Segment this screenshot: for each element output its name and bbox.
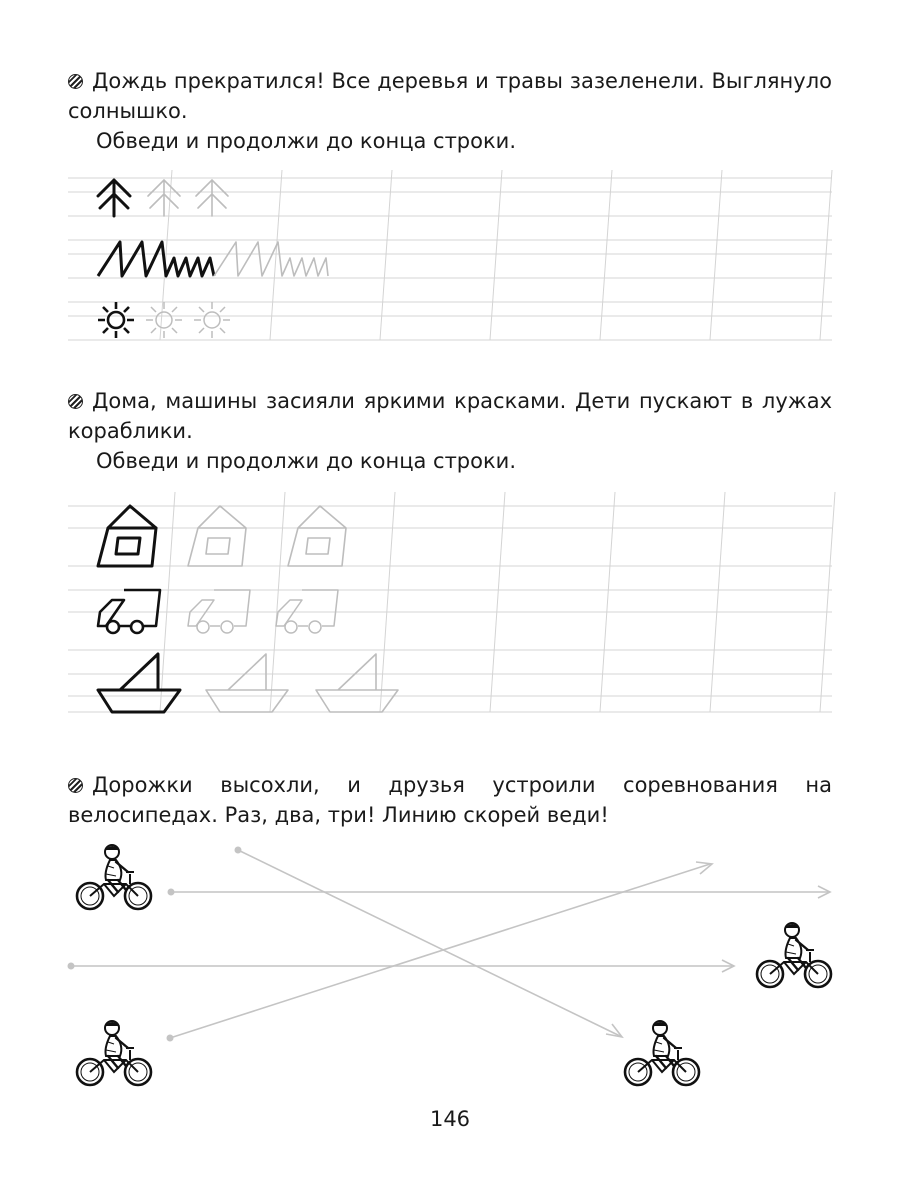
task-1: [68, 66, 832, 156]
sun-icon: [146, 302, 230, 338]
grass-zigzag-icon: [214, 242, 328, 276]
task-1-instruction: Обведи и продолжи до конца строки.: [96, 129, 516, 153]
task-2-intro: Дома, машины засияли яркими красками. Дети пускают в лужах кораблики.: [68, 389, 832, 443]
boat-icon: [206, 654, 398, 712]
task-2: [68, 386, 832, 476]
sun-icon: [98, 302, 134, 338]
task-2-practice-area[interactable]: [0, 490, 900, 720]
bicycle-icon: [757, 923, 831, 987]
bicycle-icon: [625, 1021, 699, 1085]
task-1-intro: Дождь прекратился! Все деревья и травы зазеленели. Выглянуло солнышко.: [68, 69, 832, 123]
task-3-intro: Дорожки высохли, и друзья устроили соревнования на велосипедах. Раз, два, три! Линию скорей веди!: [68, 773, 832, 827]
bullet-icon: [68, 74, 83, 89]
ruled-lines: [68, 492, 835, 712]
task-2-instruction: Обведи и продолжи до конца строки.: [96, 449, 516, 473]
grass-zigzag-icon: [98, 242, 214, 276]
task-3: [68, 770, 832, 830]
house-icon: [98, 506, 156, 566]
tracing-paths: [71, 850, 830, 1038]
house-icon: [188, 506, 346, 566]
task-1-practice-area[interactable]: [0, 160, 900, 350]
task-3-tracing-area[interactable]: [0, 840, 900, 1100]
bicycle-icon: [77, 1021, 151, 1085]
boat-icon: [98, 654, 180, 712]
bicycle-icon: [77, 845, 151, 909]
tree-icon: [98, 180, 130, 216]
tree-icon: [148, 180, 228, 216]
page-number: 146: [429, 1107, 471, 1131]
ruled-lines: [68, 170, 832, 340]
path-start-dots: [68, 847, 242, 1042]
bullet-icon: [68, 394, 83, 409]
bullet-icon: [68, 778, 83, 793]
